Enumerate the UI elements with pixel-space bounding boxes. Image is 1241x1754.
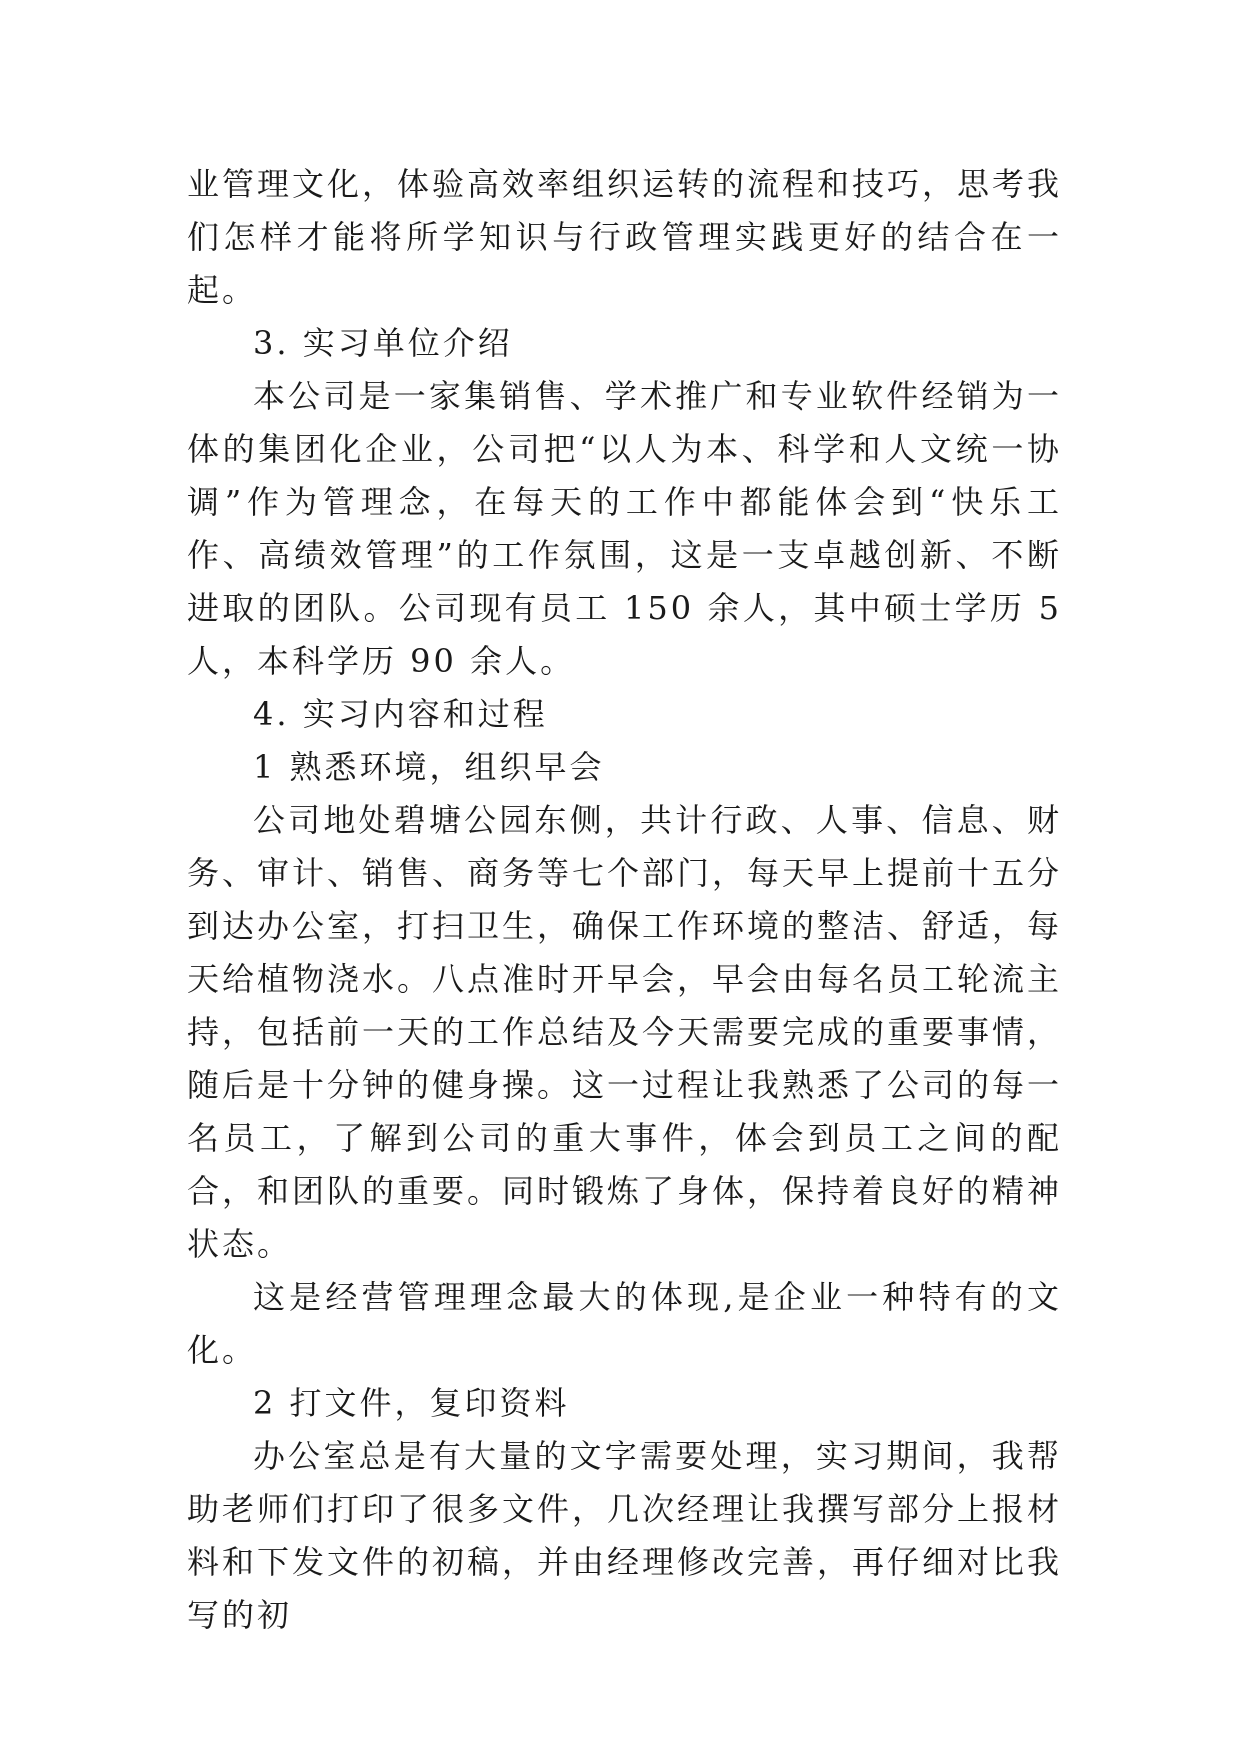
paragraph-continuation: 业管理文化，体验高效率组织运转的流程和技巧，思考我们怎样才能将所学知识与行政管理实践更好的结合在一起。: [187, 165, 1063, 309]
paragraph-office-work: 办公室总是有大量的文字需要处理，实习期间，我帮助老师们打印了很多文件，几次经理让我撰写部分上报材料和下发文件的初稿，并由经理修改完善，再仔细对比我写的初: [187, 1437, 1063, 1634]
paragraph-morning-meeting: 公司地处碧塘公园东侧，共计行政、人事、信息、财务、审计、销售、商务等七个部门，每天早上提前十五分到达办公室，打扫卫生，确保工作环境的整洁、舒适，每天给植物浇水。八点准时开早会，早会由每名员工轮流主持，包括前一天的工作总结及今天需要完成的重要事情，随后是十分钟的健身操。这一过程让我熟悉了公司的每一名员工，了解到公司的重大事件，体会到员工之间的配合，和团队的重要。同时锻炼了身体，保持着良好的精神状态。: [187, 801, 1063, 1263]
section-heading-internship-unit: 3. 实习单位介绍: [253, 324, 513, 362]
document-body: [187, 158, 1062, 1642]
subheading-documents: 2 打文件，复印资料: [253, 1384, 570, 1422]
subheading-environment: 1 熟悉环境，组织早会: [253, 748, 605, 786]
paragraph-company-intro: 本公司是一家集销售、学术推广和专业软件经销为一体的集团化企业，公司把“以人为本、科学和人文统一协调”作为管理念，在每天的工作中都能体会到“快乐工作、高绩效管理”的工作氛围，这是一支卓越创新、不断进取的团队。公司现有员工 150 余人，其中硕士学历 5 人，本科学历 90 余人。: [187, 377, 1062, 680]
section-heading-internship-content: 4. 实习内容和过程: [253, 695, 548, 733]
paragraph-culture: 这是经营管理理念最大的体现,是企业一种特有的文化。: [187, 1278, 1062, 1369]
